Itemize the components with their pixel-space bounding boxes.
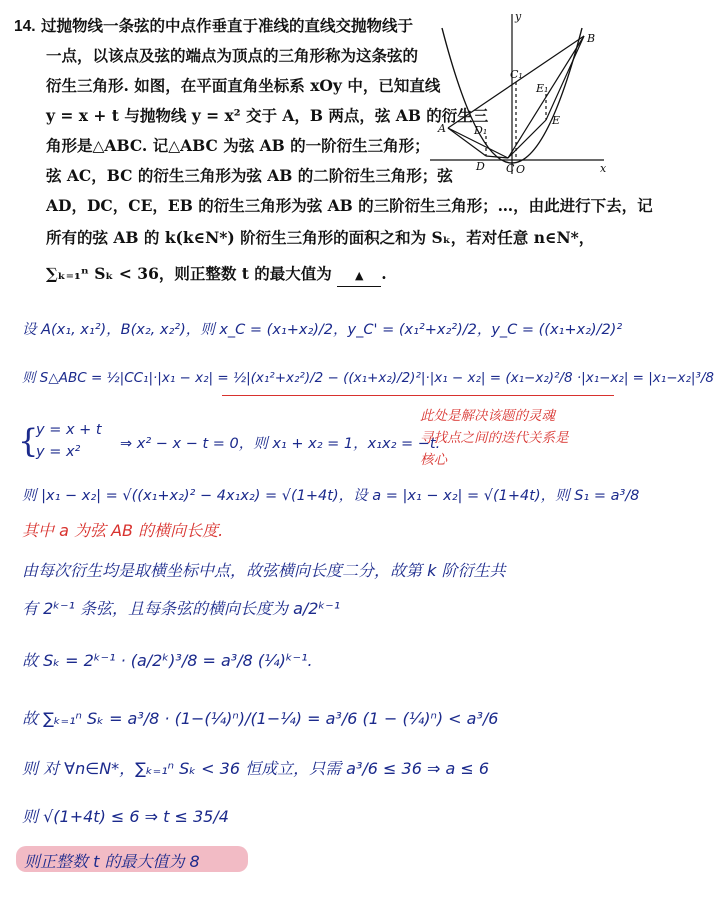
solution-line-2: 则 S△ABC = ½|CC₁|·|x₁ − x₂| = ½|(x₁²+x₂²)/2 − ((x₁+x₂)/2)²|·|x₁ − x₂| = (x₁−x₂)²/8 ·|x₁−x₂| = |x₁−x₂|³/8: [22, 370, 714, 386]
solution-line-3: ⇒ x² − x − t = 0，则 x₁ + x₂ = 1，x₁x₂ = −t.: [120, 436, 441, 452]
solution-line-11: 则 √(1+4t) ≤ 6 ⇒ t ≤ 35/4: [22, 807, 229, 826]
label-y: y: [515, 10, 522, 23]
solution-line-9: 故 ∑ₖ₌₁ⁿ Sₖ = a³/8 · (1−(¼)ⁿ)/(1−¼) = a³/6 (1 − (¼)ⁿ) < a³/6: [22, 709, 499, 728]
label-e: E: [552, 114, 561, 127]
answer-blank: ▲: [337, 266, 381, 287]
label-x: x: [600, 162, 607, 175]
label-d: D: [476, 160, 485, 173]
red-underline: [222, 395, 614, 396]
problem-line-3: 衍生三角形. 如图，在平面直角坐标系 xOy 中，已知直线: [46, 76, 441, 95]
problem-line-6: 弦 AC，BC 的衍生三角形为弦 AB 的二阶衍生三角形；弦: [46, 166, 453, 185]
solution-line-6: 由每次衍生均是取横坐标中点，故弦横向长度二分，故第 k 阶衍生共: [22, 561, 506, 580]
label-o: O: [516, 163, 526, 176]
label-a: A: [438, 122, 446, 135]
problem-line-9: ∑ₖ₌₁ⁿ Sₖ < 36，则正整数 t 的最大值为 ▲ .: [46, 264, 387, 287]
problem-line-5: 角形是△ABC. 记△ABC 为弦 AB 的一阶衍生三角形；: [46, 136, 430, 155]
problem-line-7: AD，DC，CE，EB 的衍生三角形为弦 AB 的三阶衍生三角形；…，由此进行下去，记: [46, 196, 653, 215]
margin-note-1: 此处是解决该题的灵魂: [420, 408, 555, 424]
solution-line-4: 则 |x₁ − x₂| = √((x₁+x₂)² − 4x₁x₂) = √(1+4t)，设 a = |x₁ − x₂| = √(1+4t)，则 S₁ = a³/8: [22, 488, 640, 504]
problem-line-2: 一点，以该点及弦的端点为顶点的三角形称为这条弦的: [46, 46, 419, 65]
solution-line-10: 则 对 ∀n∈N*，∑ₖ₌₁ⁿ Sₖ < 36 恒成立，只需 a³/6 ≤ 36 ⇒ a ≤ 6: [22, 759, 490, 778]
question-number: 14.: [14, 18, 36, 35]
problem-line-4: y = x + t 与抛物线 y = x² 交于 A，B 两点，弦 AB 的衍生三: [46, 106, 489, 125]
solution-line-7: 有 2ᵏ⁻¹ 条弦，且每条弦的横向长度为 a/2ᵏ⁻¹: [22, 599, 341, 618]
solution-line-1: 设 A(x₁, x₁²)，B(x₂, x₂²)，则 x_C = (x₁+x₂)/2，y_C' = (x₁²+x₂²)/2，y_C = ((x₁+x₂)/2)²: [22, 322, 623, 338]
label-c1: C₁: [510, 68, 523, 81]
margin-note-2: 寻找点之间的迭代关系是: [420, 430, 569, 446]
system-eq-2: y = x²: [36, 444, 81, 460]
label-d1: D₁: [474, 124, 488, 137]
margin-note-3: 核心: [420, 452, 447, 468]
solution-line-5: 其中 a 为弦 AB 的横向长度.: [22, 521, 224, 540]
problem-line-1: 14. 过抛物线一条弦的中点作垂直于准线的直线交抛物线于: [14, 16, 413, 35]
problem-line-8: 所有的弦 AB 的 k(k∈N*) 阶衍生三角形的面积之和为 Sₖ，若对任意 n∈N*，: [46, 228, 595, 247]
chord-ce: [508, 120, 546, 158]
label-c: C: [506, 162, 515, 175]
label-b: B: [587, 32, 596, 45]
label-e1: E₁: [536, 82, 549, 95]
final-answer: 则正整数 t 的最大值为 8: [24, 852, 200, 871]
solution-line-8: 故 Sₖ = 2ᵏ⁻¹ · (a/2ᵏ)³/8 = a³/8 (¼)ᵏ⁻¹.: [22, 651, 313, 670]
system-brace: {: [18, 422, 39, 460]
system-eq-1: y = x + t: [36, 422, 102, 438]
parabola-figure: [424, 8, 612, 176]
